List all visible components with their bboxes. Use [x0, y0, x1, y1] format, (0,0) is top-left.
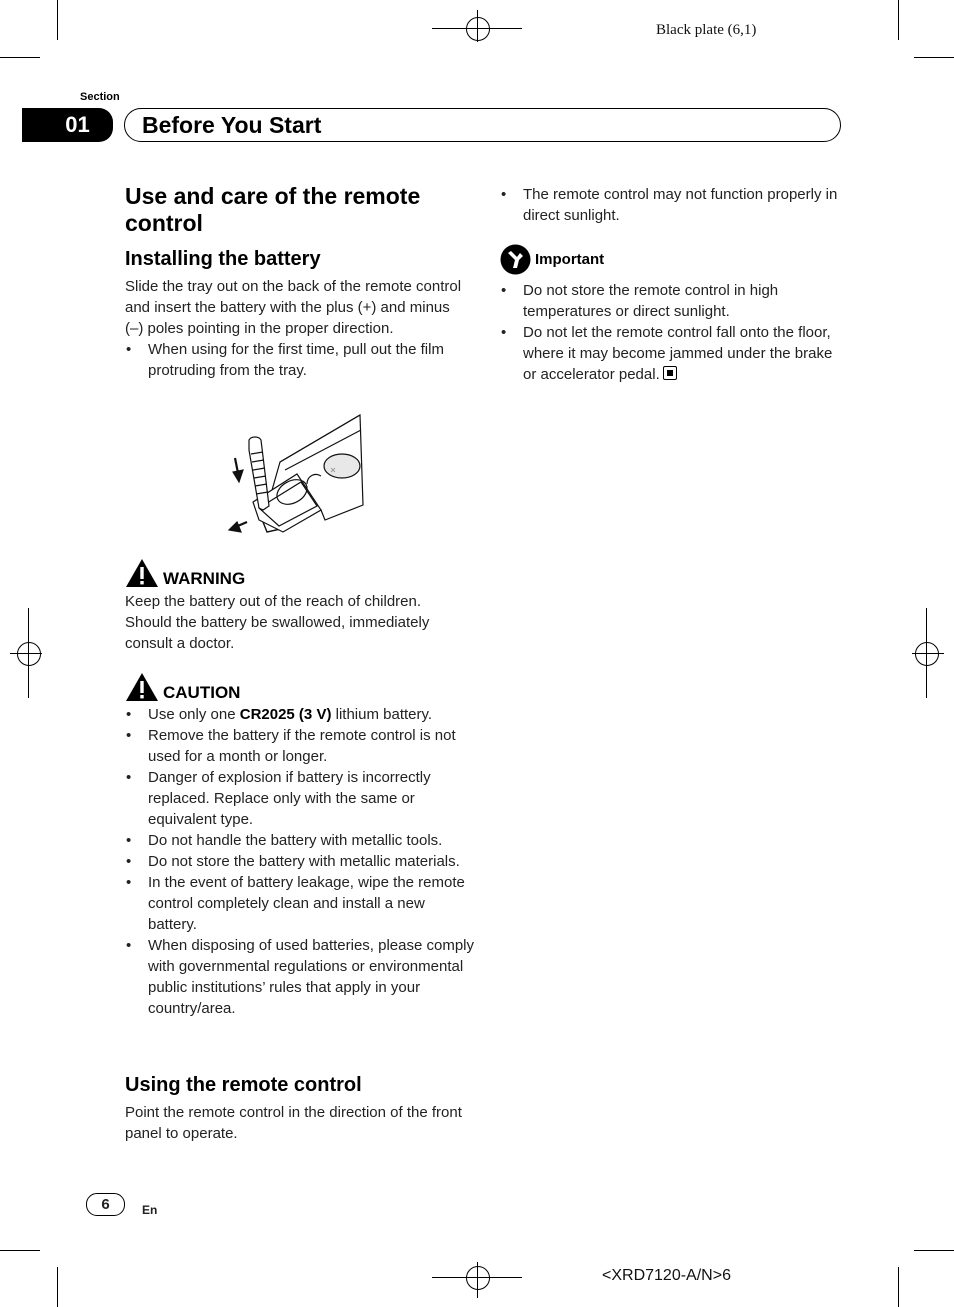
important-hand-icon [500, 244, 531, 275]
installing-title: Installing the battery [125, 248, 321, 270]
list-item: • When disposing of used batteries, please comply with governmental regulations or environmental public institutions’ rules that apply in your country/area. [125, 935, 475, 1019]
main-heading: Use and care of the remote control [125, 183, 421, 236]
installing-bullets [125, 339, 470, 381]
battery-model: CR2025 (3 V) [239, 706, 332, 723]
list-item: • The remote control may not function properly in direct sunlight. [500, 184, 840, 226]
right-column [500, 184, 840, 385]
sunlight-bullets [500, 184, 840, 226]
using-section [125, 1073, 470, 1144]
installing-section [125, 247, 470, 381]
caution-header [125, 672, 475, 702]
section-number: 01 [65, 112, 90, 137]
section-label: Section [80, 91, 120, 103]
important-bullets [500, 280, 840, 385]
using-title: Using the remote control [125, 1074, 362, 1096]
battery-tray-illustration [225, 410, 370, 540]
warning-triangle-icon [125, 558, 159, 588]
installing-body: Slide the tray out on the back of the remote control and insert the battery with the plus (+) and minus (–) poles pointing in the proper direction. [125, 278, 462, 337]
page-number: 6 [86, 1193, 125, 1216]
page-title-bar [124, 108, 841, 142]
caution-bullets [125, 704, 475, 1019]
list-item: • Do not store the remote control in high temperatures or direct sunlight. [500, 280, 840, 322]
list-item: • When using for the first time, pull out the film protruding from the tray. [125, 339, 470, 381]
list-item: • Remove the battery if the remote control is not used for a month or longer. [125, 725, 475, 767]
list-item: • Use only one CR2025 (3 V) lithium battery. [125, 704, 475, 725]
warning-header [125, 558, 470, 588]
plate-label: Black plate (6,1) [656, 22, 757, 38]
important-title: Important [535, 251, 605, 268]
page-title: Before You Start [142, 111, 322, 138]
list-item: • Do not let the remote control fall onto the floor, where it may become jammed under the brake or accelerator pedal. [500, 322, 840, 385]
list-item: • Do not handle the battery with metallic tools. [125, 830, 475, 851]
list-item: • Do not store the battery with metallic materials. [125, 851, 475, 872]
caution-title: CAUTION [163, 683, 241, 702]
caution-box [125, 672, 475, 1019]
important-header [500, 244, 840, 275]
warning-title: WARNING [163, 569, 246, 588]
warning-body: Keep the battery out of the reach of children. Should the battery be swallowed, immediately consult a doctor. [125, 593, 430, 652]
language-label: En [142, 1203, 158, 1217]
using-body: Point the remote control in the direction of the front panel to operate. [125, 1104, 462, 1142]
document-code: <XRD7120-A/N>6 [602, 1267, 731, 1284]
list-item: • Danger of explosion if battery is incorrectly replaced. Replace only with the same or equivalent type. [125, 767, 475, 830]
caution-triangle-icon [125, 672, 159, 702]
list-item: • In the event of battery leakage, wipe the remote control completely clean and install a new battery. [125, 872, 475, 935]
warning-box [125, 558, 470, 654]
section-number-badge [22, 108, 113, 142]
end-of-section-icon [663, 366, 677, 380]
